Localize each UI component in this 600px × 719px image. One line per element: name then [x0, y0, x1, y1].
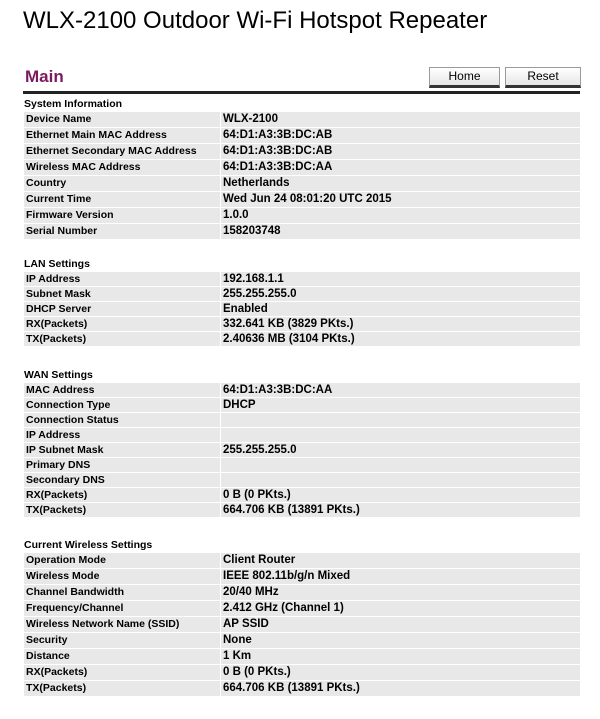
row-value: 2.40636 MB (3104 PKts.) — [221, 332, 581, 347]
table-row — [24, 192, 581, 208]
table-row — [24, 398, 581, 413]
lan-settings-section — [23, 258, 581, 347]
row-value: 255.255.255.0 — [221, 287, 581, 302]
system-information-section — [23, 98, 581, 240]
row-value: Wed Jun 24 08:01:20 UTC 2015 — [221, 192, 581, 208]
reset-button[interactable]: Reset — [505, 67, 581, 88]
row-value — [221, 428, 581, 443]
table-row — [24, 224, 581, 240]
row-label: Channel Bandwidth — [24, 585, 221, 601]
row-label: Device Name — [24, 112, 221, 128]
row-label: Country — [24, 176, 221, 192]
row-value: 1.0.0 — [221, 208, 581, 224]
section-title: LAN Settings — [24, 258, 90, 270]
row-value: 64:D1:A3:3B:DC:AA — [221, 160, 581, 176]
table-row — [24, 633, 581, 649]
table-row — [24, 176, 581, 192]
row-label: Secondary DNS — [24, 473, 221, 488]
header-divider — [23, 91, 580, 94]
row-label: Firmware Version — [24, 208, 221, 224]
row-label: Wireless Mode — [24, 569, 221, 585]
row-label: TX(Packets) — [24, 681, 221, 697]
info-table — [23, 552, 581, 697]
info-table — [23, 382, 581, 518]
row-value: Client Router — [221, 553, 581, 569]
table-row — [24, 332, 581, 347]
table-row — [24, 112, 581, 128]
table-row — [24, 317, 581, 332]
table-row — [24, 585, 581, 601]
row-label: TX(Packets) — [24, 332, 221, 347]
row-label: Subnet Mask — [24, 287, 221, 302]
section-title: Current Wireless Settings — [24, 539, 153, 551]
row-value: Enabled — [221, 302, 581, 317]
row-value: 664.706 KB (13891 PKts.) — [221, 503, 581, 518]
row-value: DHCP — [221, 398, 581, 413]
row-label: RX(Packets) — [24, 665, 221, 681]
main-heading: Main — [25, 67, 64, 86]
info-table — [23, 111, 581, 240]
row-value: 332.641 KB (3829 PKts.) — [221, 317, 581, 332]
row-label: Primary DNS — [24, 458, 221, 473]
row-label: Current Time — [24, 192, 221, 208]
row-value: 255.255.255.0 — [221, 443, 581, 458]
row-label: IP Subnet Mask — [24, 443, 221, 458]
table-row — [24, 443, 581, 458]
row-value: 2.412 GHz (Channel 1) — [221, 601, 581, 617]
table-row — [24, 144, 581, 160]
row-value — [221, 458, 581, 473]
row-value: None — [221, 633, 581, 649]
table-row — [24, 617, 581, 633]
row-value: 0 B (0 PKts.) — [221, 665, 581, 681]
row-label: Wireless Network Name (SSID) — [24, 617, 221, 633]
table-row — [24, 488, 581, 503]
table-row — [24, 569, 581, 585]
table-row — [24, 160, 581, 176]
row-label: Frequency/Channel — [24, 601, 221, 617]
row-value: AP SSID — [221, 617, 581, 633]
row-label: Operation Mode — [24, 553, 221, 569]
row-value: IEEE 802.11b/g/n Mixed — [221, 569, 581, 585]
table-row — [24, 413, 581, 428]
row-value: 664.706 KB (13891 PKts.) — [221, 681, 581, 697]
row-label: TX(Packets) — [24, 503, 221, 518]
section-title: WAN Settings — [24, 369, 93, 381]
table-row — [24, 428, 581, 443]
row-label: Serial Number — [24, 224, 221, 240]
info-table — [23, 271, 581, 347]
row-label: Wireless MAC Address — [24, 160, 221, 176]
row-value: 20/40 MHz — [221, 585, 581, 601]
row-value: 192.168.1.1 — [221, 272, 581, 287]
table-row — [24, 649, 581, 665]
table-row — [24, 302, 581, 317]
row-label: Connection Type — [24, 398, 221, 413]
row-label: RX(Packets) — [24, 488, 221, 503]
table-row — [24, 473, 581, 488]
row-label: MAC Address — [24, 383, 221, 398]
table-row — [24, 383, 581, 398]
page-title: WLX-2100 Outdoor Wi-Fi Hotspot Repeater — [23, 7, 488, 34]
wireless-settings-section — [23, 539, 581, 697]
wan-settings-section — [23, 369, 581, 518]
row-value: 1 Km — [221, 649, 581, 665]
row-label: IP Address — [24, 272, 221, 287]
table-row — [24, 208, 581, 224]
row-label: Security — [24, 633, 221, 649]
table-row — [24, 287, 581, 302]
row-label: Connection Status — [24, 413, 221, 428]
row-value — [221, 413, 581, 428]
table-row — [24, 681, 581, 697]
row-value: 64:D1:A3:3B:DC:AB — [221, 128, 581, 144]
table-row — [24, 665, 581, 681]
row-label: IP Address — [24, 428, 221, 443]
table-row — [24, 553, 581, 569]
table-row — [24, 503, 581, 518]
row-label: DHCP Server — [24, 302, 221, 317]
table-row — [24, 601, 581, 617]
row-value: 64:D1:A3:3B:DC:AA — [221, 383, 581, 398]
table-row — [24, 128, 581, 144]
home-button[interactable]: Home — [429, 67, 500, 88]
section-title: System Information — [24, 98, 123, 110]
table-row — [24, 272, 581, 287]
row-value: 0 B (0 PKts.) — [221, 488, 581, 503]
row-value: Netherlands — [221, 176, 581, 192]
table-row — [24, 458, 581, 473]
row-label: Ethernet Main MAC Address — [24, 128, 221, 144]
row-label: Distance — [24, 649, 221, 665]
row-label: Ethernet Secondary MAC Address — [24, 144, 221, 160]
row-value: WLX-2100 — [221, 112, 581, 128]
row-value: 64:D1:A3:3B:DC:AB — [221, 144, 581, 160]
row-value: 158203748 — [221, 224, 581, 240]
row-value — [221, 473, 581, 488]
row-label: RX(Packets) — [24, 317, 221, 332]
